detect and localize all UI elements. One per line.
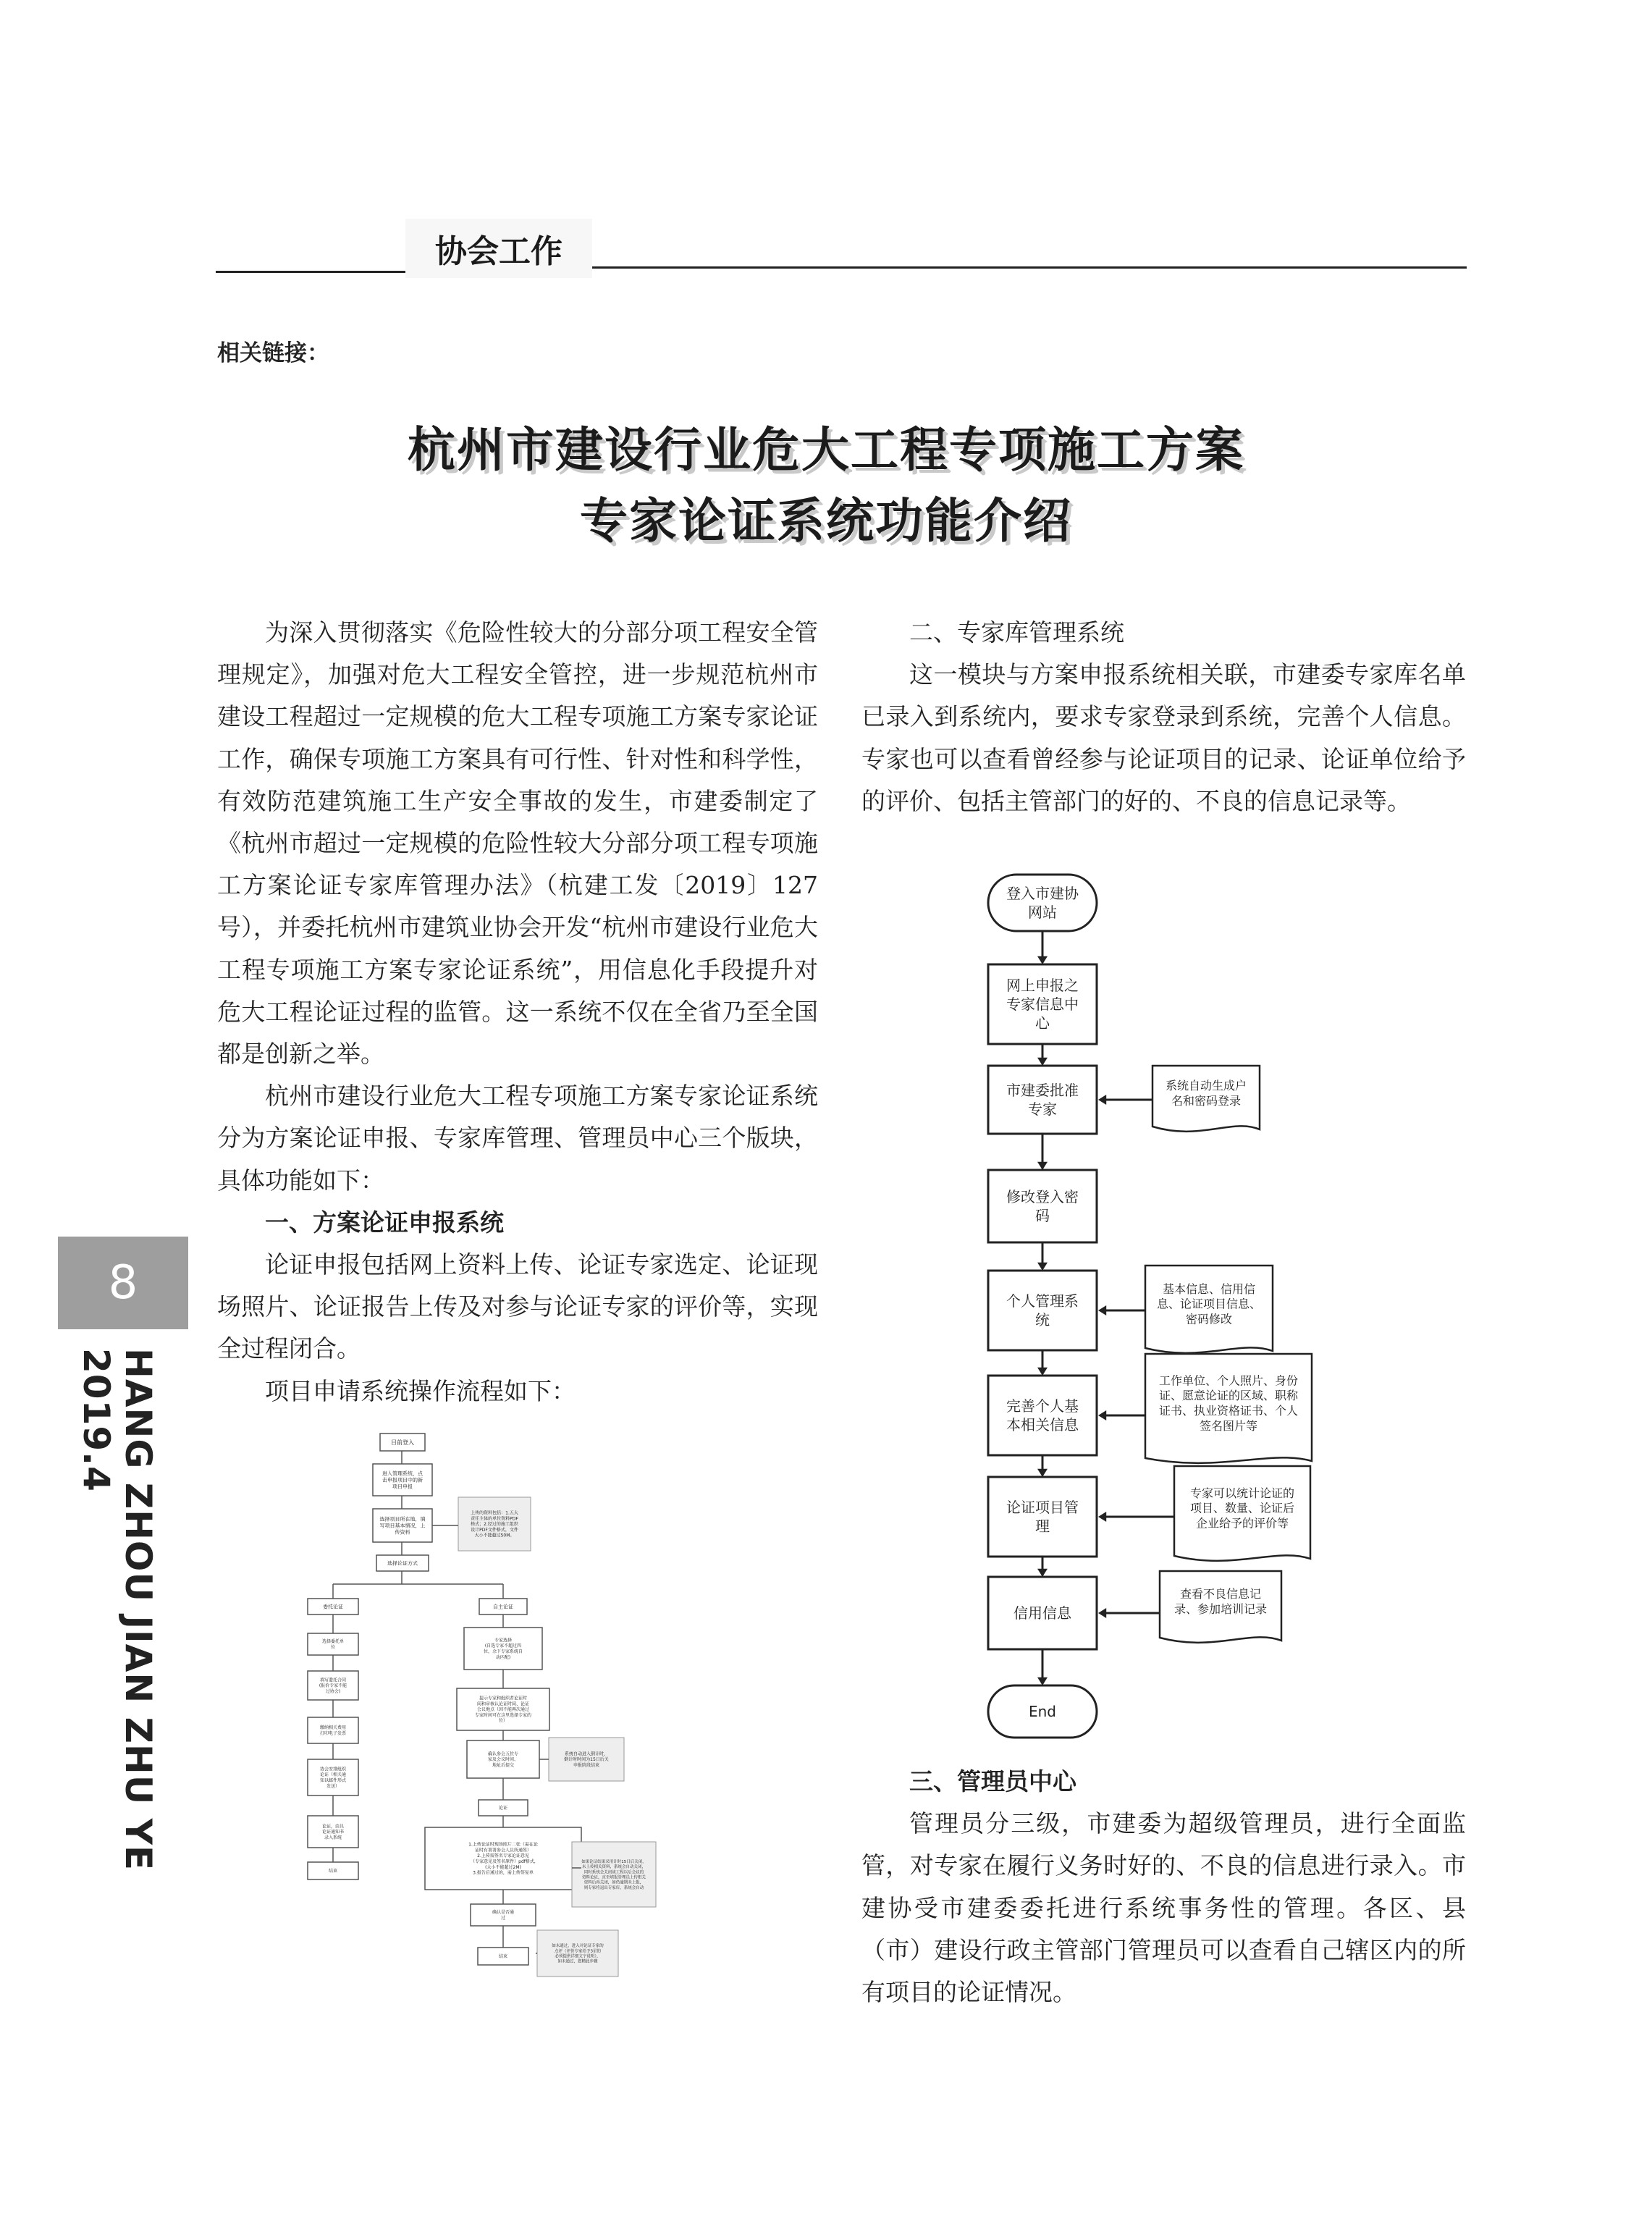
process-box-label: 专家 [1028,1100,1057,1118]
annotation-note-text: 专家可以统计论证的 [1189,1486,1295,1500]
annotation-note-text: 如未通过，进入对论证专家的 [552,1944,604,1949]
process-box [988,1477,1097,1557]
process-box [988,1170,1097,1242]
process-box-label: 动匹配) [495,1654,511,1660]
process-box-label: End [1028,1703,1057,1720]
header-rule-left [216,271,405,273]
process-box-label: (报价专家不能 [319,1683,347,1689]
process-box-label: 1.上传论证时现场照片二张（需在论 [468,1842,538,1848]
page-number-tab: 8 [58,1237,188,1329]
arrow-head [1037,1677,1048,1685]
arrow-head [1037,1058,1048,1066]
annotation-note-text: 大小不能超过50M。 [474,1533,515,1538]
annotation-note-text: 上传的资料包括：1.五大 [471,1510,518,1516]
annotation-note-text: 系统自动生成户 [1165,1079,1247,1093]
article-title-line-2: 专家论证系统功能介绍 [580,493,1072,549]
arrow-head [1098,1512,1106,1522]
paragraph: 这一模块与方案申报系统相关联，市建委专家库名单已录入到系统内，要求专家登录到系统，完善个人信息。专家也可以查看曾经参与论证项目的记录、论证单位给予的评价、包括主管部门的好的、不良的信息记录等。 [861,660,1466,815]
process-box-label: 家及会议时间、 [487,1757,519,1763]
process-box-label: 提示专家和组织者论证时 [479,1696,528,1701]
arrow-head [1098,1608,1106,1618]
process-box-label: 证时有署署参会人员所通签） [474,1848,532,1853]
process-box-label: 网站 [1028,904,1057,921]
process-box-label: 位，余下专家系统自 [483,1649,523,1654]
process-box-label: 打印电子发票 [319,1731,347,1736]
annotation-note-text: 项目、数量、论证后 [1189,1501,1295,1515]
process-box-label: 完善个人基 [1006,1397,1079,1415]
annotation-note-text: 必须提供详细文字说明）， [555,1954,601,1959]
paragraph: 项目申请系统操作流程如下： [265,1376,576,1405]
paragraph: 杭州市建设行业危大工程专项施工方案专家论证系统分为方案论证申报、专家库管理、管理员中心三个版块，具体功能如下： [217,1082,818,1195]
annotation-note-text: 基本信息、信用信 [1162,1281,1256,1296]
section-heading: 协会工作 [405,219,592,278]
annotation-note-text: 系统自动进入倒计时， [564,1751,609,1757]
process-box-label: 修改登入密 [1006,1188,1079,1205]
process-box-label: (自选专家不超过四 [484,1643,522,1649]
journal-vertical-title: HANG ZHOU JIAN ZHU YE 2019.4 [75,1348,159,1872]
arrow-head [1037,1569,1048,1577]
process-box-label: 写项目基本情况，上 [379,1523,426,1529]
process-box-label: 论证（相关通 [319,1772,347,1778]
subheading: 三、管理员中心 [909,1767,1076,1796]
process-box-label: 选择委托单 [321,1639,345,1645]
paragraph: 管理员分三级，市建委为超级管理员，进行全面监管，对专家在履行义务时好的、不良的信息进行录入。市建协受市建委委托进行系统事务性的管理。各区、县（市）建设行政主管部门管理员可以查看自己辖区内的所有项目的论证情况。 [861,1809,1466,2007]
process-box-label: 本相关信息 [1006,1416,1079,1434]
process-box-label: 击申报项目中的新 [382,1477,423,1483]
process-box-label: 专家选择 [494,1638,513,1643]
related-link-label: 相关链接： [217,340,329,366]
process-box-label: 登入市建协 [1006,885,1079,902]
process-box-label: 位 [330,1645,336,1650]
decision-box-label: 选择论证方式 [387,1560,418,1567]
subheading: 二、专家库管理系统 [909,618,1124,647]
process-box-label: 结束 [328,1869,338,1874]
annotation-note-text: 资料后再关闭，如仍逾期未上报， [583,1880,644,1885]
process-box-label: 协会安排组织 [319,1767,347,1772]
process-box-label: 论证通知书 [321,1830,345,1835]
arrow-head [1037,1469,1048,1477]
expert-flowchart [941,854,1375,1745]
start-box-label: 目前登入 [391,1439,414,1446]
process-box-label: 3.报告后通过的，需上传签复单 [473,1870,534,1876]
annotation-note-text: 如果论证结果采用计时15日后关闭， [581,1860,646,1865]
annotation-note-text: 如未通过，您精此步骤 [557,1959,598,1964]
process-box-label: 论证 [498,1806,508,1811]
process-box-label: 项目申报 [392,1483,413,1490]
paragraph: 论证申报包括网上资料上传、论证专家选定、论证现场照片、论证报告上传及对参与论证专家的评价等，实现全过程闭合。 [217,1250,818,1363]
process-box-label: 市建委批准 [1006,1082,1079,1099]
process-box [988,1066,1097,1134]
process-box-label: 过 [500,1916,506,1921]
process-box-label: 传资料 [395,1529,410,1536]
paragraph: 为深入贯彻落实《危险性较大的分部分项工程安全管理规定》，加强对危大工程安全管控，进一步规范杭州市建设工程超过一定规模的危大工程专项施工方案专家论证工作，确保专项施工方案具有可行性、针对性和科学性，有效防范建筑施工生产安全事故的发生，市建委制定了《杭州市超过一定规模的危险性较大分部分项工程专项施工方案论证专家库管理办法》（杭建工发〔2019〕127号），并委托杭州市建筑业协会开发“杭州市建设行业危大工程专项施工方案专家论证系统”，用信息化手段提升对危大工程论证过程的监管。这一系统不仅在全省乃至全国都是创新之举。 [217,618,818,1069]
annotation-note-text: 证、愿意论证的区域、职称 [1158,1389,1299,1403]
annotation-note-text: 责任主体的单位资料PDF [471,1516,518,1522]
header-rule-right [592,266,1467,269]
process-box-label: 位） [498,1718,508,1724]
process-box-label: 理 [1035,1517,1050,1535]
process-box [988,1376,1097,1455]
annotation-note-text: 设计PDF文件格式，文件 [471,1527,518,1533]
process-box-label: 地址后提交 [492,1762,515,1768]
annotation-note-text: 申报阶段结束 [573,1762,600,1768]
process-box-label: （专家意见及签名原件）pdf格式, [471,1859,536,1864]
article-title-line-1: 杭州市建设行业危大工程专项施工方案 [408,422,1244,478]
annotation-note-text: 名和密码登录 [1171,1094,1242,1108]
annotation-note-text: 倒计时时间为15日后关 [564,1757,609,1763]
annotation-note-text: 则专家将退出专家库，系统会自动 [583,1885,644,1890]
process-box-label: 统 [1035,1311,1050,1329]
process-box-label: 确认是否通 [492,1910,515,1916]
start-terminal [988,875,1097,931]
process-box-label: 结束 [498,1954,508,1960]
annotation-note-text: 录、参加培训记录 [1173,1602,1268,1616]
annotation-note-text: 格式；2.经过的施工组织 [471,1522,518,1528]
arrow-head [1098,1305,1106,1315]
right-column-top [861,612,1466,822]
process-box-label: 选择项目所在地，填 [379,1516,426,1523]
arrow-head [1037,956,1048,964]
process-box-label: 知以邮件形式 [319,1778,347,1783]
process-box-label: 填写委托合同 [319,1677,347,1683]
process-box [988,1271,1097,1350]
right-column-bottom [861,1761,1466,2013]
process-box-label: 进入管理系统，点 [382,1470,423,1477]
annotation-note-text: 证书、执业资格证书、个人 [1158,1404,1299,1418]
branch-box-label: 委托论证 [323,1604,343,1610]
arrow-head [1037,1263,1048,1271]
process-box-label: 码 [1035,1207,1050,1224]
annotation-note-text: 企业给予的评价等 [1195,1516,1289,1531]
annotation-note-text: 密码修改 [1185,1312,1233,1326]
annotation-note-text: 签名图片等 [1199,1418,1258,1433]
subheading: 一、方案论证申报系统 [265,1208,504,1237]
process-box-label: 2.上传需签名专家论证意见 [477,1853,529,1859]
process-box-label: 录入系统 [324,1835,342,1840]
process-box-label: 专家信息中 [1006,995,1079,1013]
process-box-label: 缴纳相关费用 [319,1725,347,1731]
process-box-label: 网上申报之 [1006,977,1079,994]
process-box-label: 会议地点（因不能再次通过 [476,1707,530,1713]
process-box-label: 论证项目管 [1006,1499,1079,1516]
annotation-note-text: 点评（评价专家给予3星的 [554,1949,602,1954]
process-box-label: 发送） [326,1783,340,1789]
arrow-head [1098,1095,1106,1105]
arrow-head [1037,1162,1048,1170]
arrow-head [1098,1410,1106,1420]
process-box-label: 个人管理系 [1006,1292,1079,1310]
annotation-note-text: 未上传相关资料，系统会自动关闭， [581,1865,646,1870]
branch-box-label: 自主论证 [493,1604,513,1610]
process-box-label: 确认参会五位专 [487,1751,519,1757]
annotation-note-text: 工作单位、个人照片、身份 [1158,1373,1299,1388]
process-box-label: 专家时间可在这里选择专家的 [474,1712,532,1718]
process-box-label: 信用信息 [1013,1604,1071,1622]
annotation-note-text: 同时系统会关闭该工程以后会议的 [583,1870,644,1875]
process-box-label: (大小不能超过2M) [485,1864,521,1870]
arrow-head [1037,1368,1048,1376]
process-box-label: 过协会) [325,1688,341,1694]
annotation-note-text: 资料论证，直至填报管理员上传相关 [581,1875,646,1880]
annotation-note-text: 查看不良信息记 [1179,1587,1262,1601]
left-column [217,612,818,1413]
process-box-label: 间和审核认论证时间、论证 [476,1701,530,1707]
application-flowchart [290,1419,666,1984]
process-box-label: 心 [1035,1014,1050,1032]
annotation-note-text: 息、论证项目信息、 [1156,1297,1262,1311]
process-box-label: 论证，由具 [321,1824,345,1830]
